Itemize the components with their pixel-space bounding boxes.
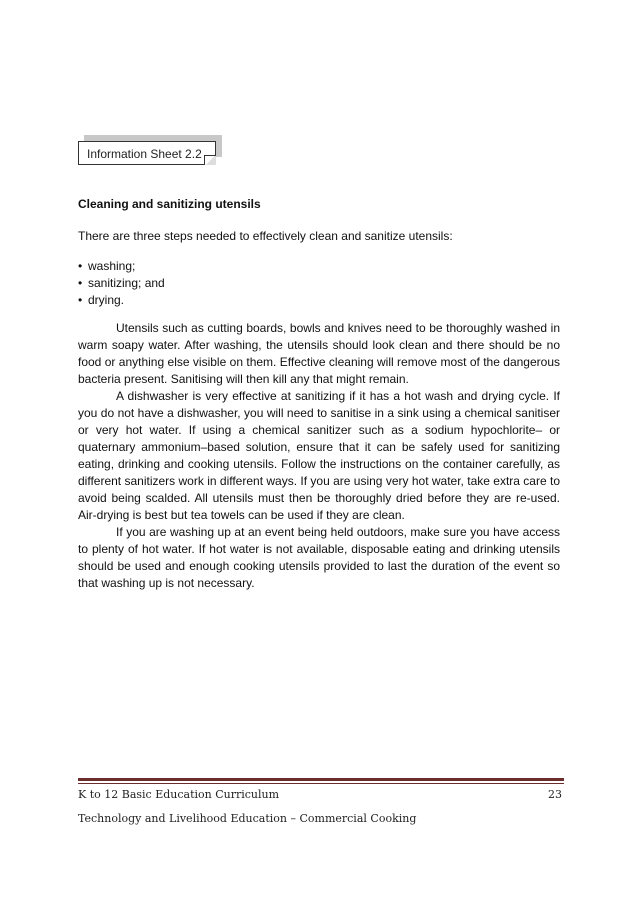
bullet-icon: • [78,276,83,290]
step-text: washing; [88,259,136,273]
body-text [78,320,560,592]
step-text: drying. [88,293,125,307]
paragraph-dishwasher: A dishwasher is very effective at sanitizing if it has a hot wash and drying cycle. If you do not have a dishwasher, you will need to sanitise in a sink using a chemical sanitiser or very hot water. If using a chemical sanitizer such as a sodium hypochlorite– or quaternary ammonium–based solution, ensure that it can be safely used for sanitizing eating, drinking and cooking utensils. Follow the instructions on the container carefully, as different sanitizers work in different ways. If you are using very hot water, take extra care to avoid being scalded. All utensils must then be thoroughly dried before they are re-used. Air-drying is best but tea towels can be used if they are clean. [78,389,560,522]
list-item [78,275,165,292]
footer-rule [78,778,564,781]
step-text: sanitizing; and [88,276,165,290]
information-sheet-label: Information Sheet 2.2 [87,147,202,161]
footer-subject: Technology and Livelihood Education – Commercial Cooking [78,812,417,825]
page-number: 23 [548,788,562,801]
paragraph-outdoors: If you are washing up at an event being held outdoors, make sure you have access to plenty of hot water. If hot water is not available, disposable eating and drinking utensils should be used and enough cooking utensils provided to last the duration of the event so that washing up is not necessary. [78,525,560,590]
tab-box [78,141,216,165]
list-item [78,258,165,275]
footer-rule-thin [78,783,564,784]
bullet-icon: • [78,293,83,307]
folded-corner-icon [204,155,216,165]
steps-list [78,258,165,309]
information-sheet-tab [78,135,224,165]
paragraph-washing: Utensils such as cutting boards, bowls and knives need to be thoroughly washed in warm soapy water. After washing, the utensils should look clean and there should be no food or anything else visible on them. Effective cleaning will remove most of the dangerous bacteria present. Sanitising will then kill any that might remain. [78,321,560,386]
intro-sentence: There are three steps needed to effectively clean and sanitize utensils: [78,229,453,243]
section-heading: Cleaning and sanitizing utensils [78,197,261,211]
bullet-icon: • [78,259,83,273]
footer-curriculum: K to 12 Basic Education Curriculum [78,788,280,801]
list-item [78,292,165,309]
